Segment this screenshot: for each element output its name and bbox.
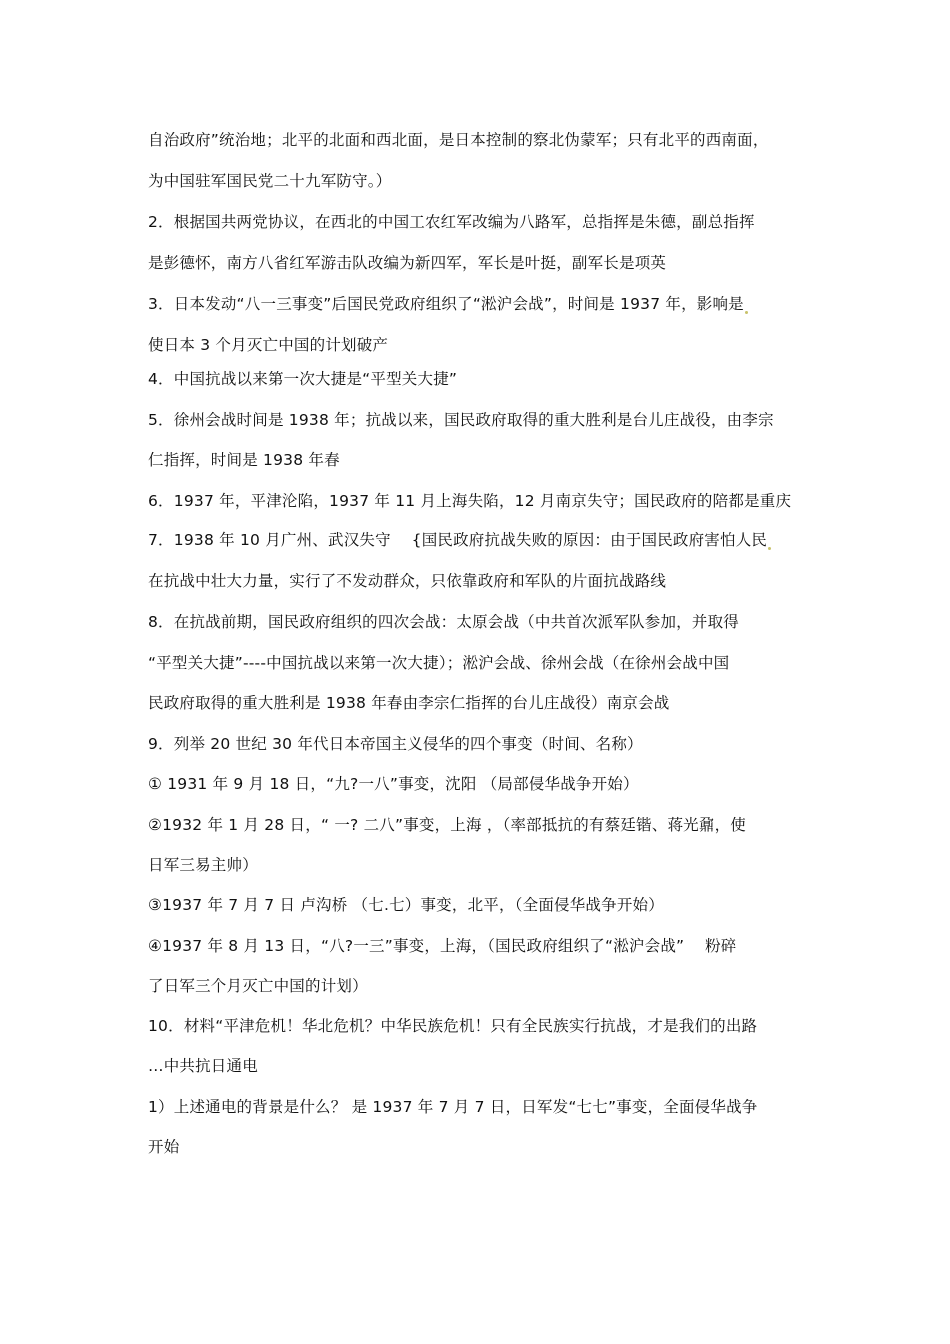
text-line: 为中国驻军国民党二十九军防守。）	[148, 172, 392, 190]
text-line: 在抗战中壮大力量，实行了不发动群众，只依靠政府和军队的片面抗战路线	[148, 572, 667, 590]
text-line: 是彭德怀，南方八省红军游击队改编为新四军，军长是叶挺，副军长是项英	[148, 254, 667, 272]
text-line: 10．材料“平津危机！华北危机？中华民族危机！只有全民族实行抗战，才是我们的出路	[148, 1017, 758, 1035]
text-line: 1）上述通电的背景是什么？ 是 1937 年 7 月 7 日，日军发“七七”事变，全面侵华战争	[148, 1098, 758, 1116]
text-line: 9．列举 20 世纪 30 年代日本帝国主义侵华的四个事变（时间、名称）	[148, 735, 643, 753]
annotation-mark	[768, 547, 771, 550]
text-line: …中共抗日通电	[148, 1057, 258, 1075]
text-line: ① 1931 年 9 月 18 日，“九?一八”事变，沈阳 （局部侵华战争开始）	[148, 775, 639, 793]
text-line: ④1937 年 8 月 13 日，“八?一三”事变，上海，（国民政府组织了“淞沪会战” 粉碎	[148, 937, 737, 955]
text-line: 7．1938 年 10 月广州、武汉失守 {国民政府抗战失败的原因：由于国民政府害怕人民	[148, 530, 771, 550]
text-line: “平型关大捷”----中国抗战以来第一次大捷）；淞沪会战、徐州会战（在徐州会战中国	[148, 654, 730, 672]
text-line: 6．1937 年，平津沦陷，1937 年 11 月上海失陷，12 月南京失守；国民政府的陪都是重庆	[148, 492, 792, 510]
text-line: 使日本 3 个月灭亡中国的计划破产	[148, 336, 389, 354]
text-line: 3．日本发动“八一三事变”后国民党政府组织了“淞沪会战”，时间是 1937 年，影响是	[148, 294, 748, 314]
text-line: 5．徐州会战时间是 1938 年；抗战以来，国民政府取得的重大胜利是台儿庄战役，由李宗	[148, 411, 774, 429]
text-line: ②1932 年 1 月 28 日，“ 一? 二八”事变，上海 ，（率部抵抗的有蔡廷锴、蒋光鼐，使	[148, 816, 746, 834]
text-line: ③1937 年 7 月 7 日 卢沟桥 （七.七）事变，北平，（全面侵华战争开始）	[148, 896, 664, 914]
text-line: 仁指挥，时间是 1938 年春	[148, 451, 340, 469]
text-line: 日军三易主帅）	[148, 856, 258, 874]
text-line: 自治政府”统治地；北平的北面和西北面，是日本控制的察北伪蒙军；只有北平的西南面，	[148, 131, 769, 149]
text-line: 4．中国抗战以来第一次大捷是“平型关大捷”	[148, 370, 458, 388]
text-line: 了日军三个月灭亡中国的计划）	[148, 977, 368, 995]
text-line: 2．根据国共两党协议，在西北的中国工农红军改编为八路军，总指挥是朱德，副总指挥	[148, 213, 755, 231]
text-line: 8．在抗战前期，国民政府组织的四次会战：太原会战（中共首次派军队参加，并取得	[148, 613, 739, 631]
text-line: 民政府取得的重大胜利是 1938 年春由李宗仁指挥的台儿庄战役）南京会战	[148, 694, 670, 712]
annotation-mark	[745, 311, 748, 314]
text-line: 开始	[148, 1138, 180, 1156]
